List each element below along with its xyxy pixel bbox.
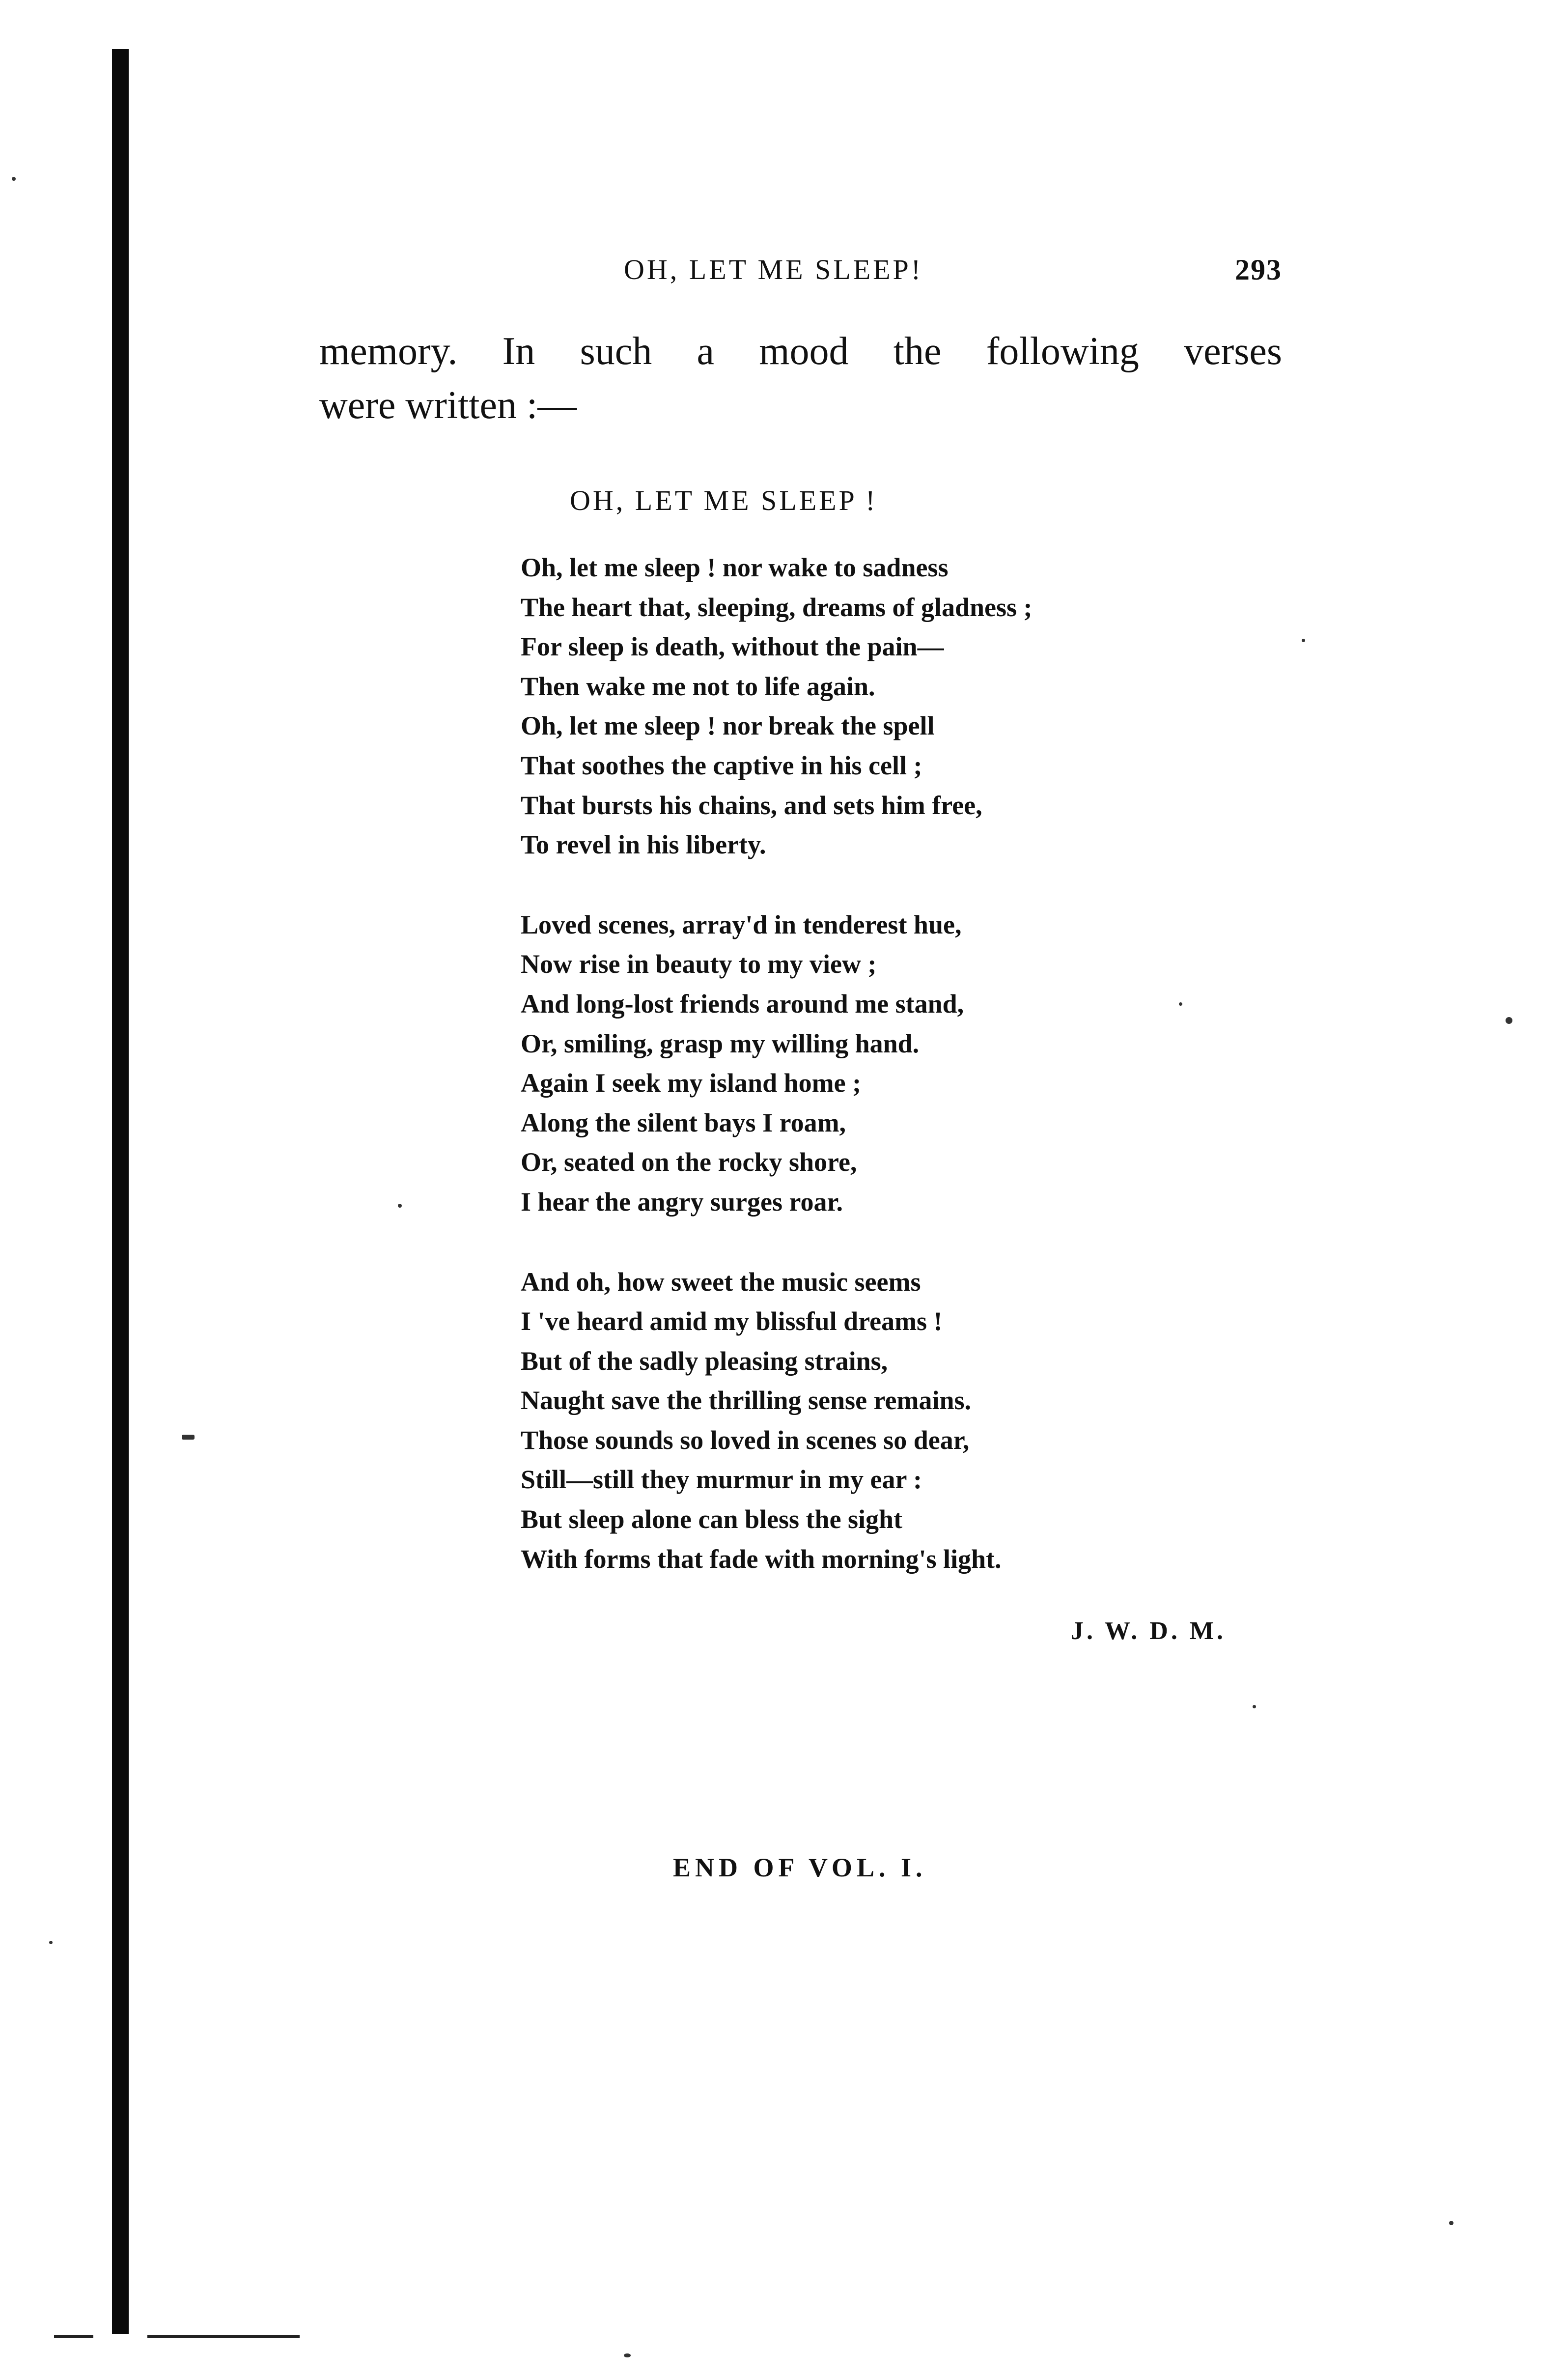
verse-line: Along the silent bays I roam, — [521, 1107, 846, 1137]
verse-line: Or, smiling, grasp my willing hand. — [521, 1028, 920, 1058]
scan-speck — [1449, 2221, 1453, 2225]
poem — [521, 548, 1033, 1619]
verse-line: But sleep alone can bless the sight — [521, 1504, 903, 1534]
verse-line: Still—still they murmur in my ear : — [521, 1465, 922, 1495]
verse-line: Or, seated on the rocky shore, — [521, 1147, 857, 1177]
stanza — [521, 905, 1033, 1222]
scan-artifact-rule — [54, 2335, 93, 2338]
verse-line: Loved scenes, array'd in tenderest hue, — [521, 909, 962, 939]
scan-speck — [49, 1941, 53, 1944]
verse-line: Those sounds so loved in scenes so dear, — [521, 1425, 970, 1455]
verse-line: Oh, let me sleep ! nor break the spell — [521, 711, 935, 741]
scan-speck — [1506, 1017, 1512, 1024]
verse-line: Now rise in beauty to my view ; — [521, 949, 877, 979]
scan-speck — [1179, 1002, 1182, 1006]
poem-title: OH, LET ME SLEEP ! — [570, 484, 878, 516]
verse-line: That bursts his chains, and sets him free, — [521, 790, 982, 820]
verse-line: For sleep is death, without the pain— — [521, 632, 944, 662]
verse-line: I 've heard amid my blissful dreams ! — [521, 1306, 943, 1336]
end-of-volume-note: END OF VOL. I. — [673, 1853, 927, 1882]
verse-line: Then wake me not to life again. — [521, 671, 875, 701]
scan-artifact-rule — [147, 2335, 300, 2338]
verse-line: I hear the angry surges roar. — [521, 1187, 843, 1217]
prose-paragraph — [319, 324, 1282, 432]
verse-line: But of the sadly pleasing strains, — [521, 1346, 888, 1376]
scan-speck — [12, 177, 16, 181]
verse-line: That soothes the captive in his cell ; — [521, 750, 922, 780]
prose-line: were written :— — [319, 384, 577, 427]
binding-edge — [112, 49, 129, 2334]
stanza — [521, 548, 1033, 865]
running-title: OH, LET ME SLEEP! — [624, 254, 923, 285]
author-signature: J. W. D. M. — [1071, 1617, 1226, 1645]
stanza — [521, 1262, 1033, 1579]
prose-line: memory. In such a mood the following verses — [319, 330, 1282, 373]
verse-line: Oh, let me sleep ! nor wake to sadness — [521, 553, 949, 582]
page-number: 293 — [1235, 254, 1282, 286]
verse-line: To revel in his liberty. — [521, 830, 766, 860]
scan-speck — [1302, 639, 1305, 642]
scan-speck — [1253, 1705, 1256, 1708]
scan-speck — [182, 1435, 195, 1440]
scan-speck — [398, 1204, 402, 1208]
scan-speck — [624, 2353, 631, 2357]
verse-line: The heart that, sleeping, dreams of gladness ; — [521, 592, 1033, 622]
verse-line: And long-lost friends around me stand, — [521, 989, 964, 1019]
verse-line: Again I seek my island home ; — [521, 1068, 862, 1098]
running-head — [319, 253, 1282, 292]
verse-line: And oh, how sweet the music seems — [521, 1267, 921, 1297]
verse-line: With forms that fade with morning's light. — [521, 1544, 1002, 1574]
verse-line: Naught save the thrilling sense remains. — [521, 1386, 972, 1416]
